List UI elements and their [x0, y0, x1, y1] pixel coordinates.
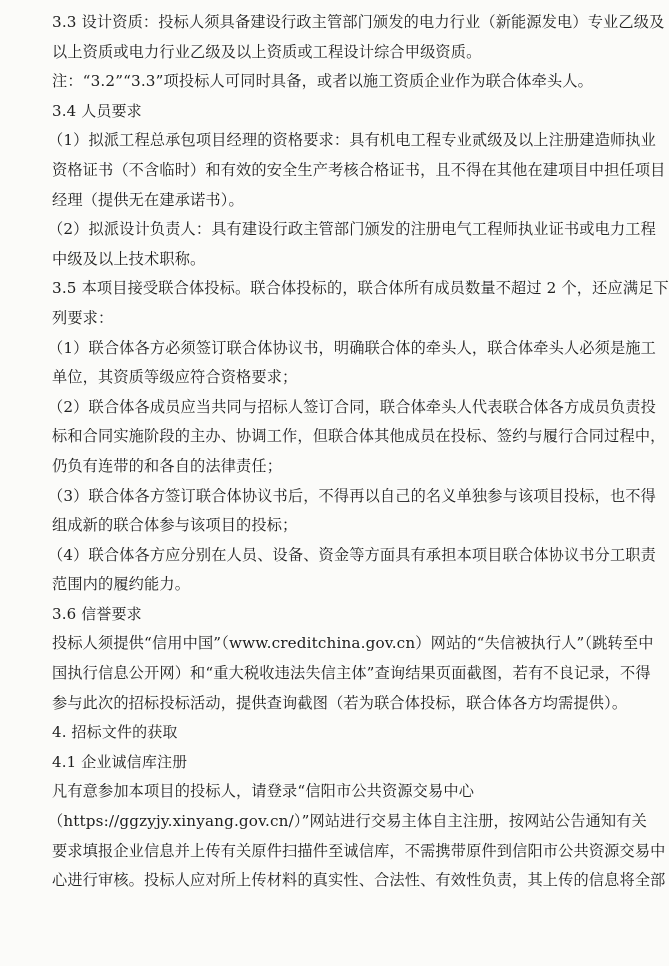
text-line: 参与此次的招标投标活动，提供查询截图（若为联合体投标，联合体各方均需提供）。 [52, 693, 628, 712]
section-heading: 4.1 企业诚信库注册 [52, 752, 188, 771]
text-line: 要求填报企业信息并上传有关原件扫描件至诚信库，不需携带原件到信阳市公共资源交易中 [52, 841, 666, 860]
text-line: （https://ggzyjy.xinyang.gov.cn/）”网站进行交易主体自主注册，按网站公告通知有关 [48, 812, 647, 831]
text-line: 列要求： [52, 308, 114, 327]
text-line: 标和合同实施阶段的主办、协调工作，但联合体其他成员在投标、签约与履行合同过程中， [52, 427, 666, 446]
text-line: 组成新的联合体参与该项目的投标； [52, 516, 298, 535]
text-line: 单位，其资质等级应符合资格要求； [52, 368, 298, 387]
text-line: （2）联合体各成员应当共同与招标人签订合同，联合体牵头人代表联合体各方成员负责投 [48, 397, 656, 416]
text-line: 3.3 设计资质：投标人须具备建设行政主管部门颁发的电力行业（新能源发电）专业乙级及 [52, 13, 665, 31]
text-line: 投标人须提供“信用中国”（www.creditchina.gov.cn）网站的“失信被执行人”（跳转至中 [52, 634, 654, 653]
text-line: 经理（提供无在建承诺书）。 [52, 190, 244, 209]
text-line: 3.5 本项目接受联合体投标。联合体投标的，联合体所有成员数量不超过 2 个，还应满足下 [52, 279, 669, 298]
section-heading: 3.6 信誉要求 [52, 604, 142, 623]
text-line: （2）拟派设计负责人：具有建设行政主管部门颁发的注册电气工程师执业证书或电力工程 [48, 220, 656, 239]
note-line: 注：“3.2”“3.3”项投标人可同时具备，或者以施工资质企业作为联合体牵头人。 [52, 72, 593, 91]
text-line: 中级及以上技术职称。 [52, 249, 206, 268]
section-heading: 3.4 人员要求 [52, 101, 142, 120]
section-heading: 4. 招标文件的获取 [52, 723, 178, 742]
text-line: 心进行审核。投标人应对所上传材料的真实性、合法性、有效性负责，其上传的信息将全部 [52, 871, 666, 890]
text-line: 资格证书（不含临时）和有效的安全生产考核合格证书，且不得在其他在建项目中担任项目 [52, 160, 666, 179]
text-line: 以上资质或电力行业乙级及以上资质或工程设计综合甲级资质。 [52, 42, 482, 61]
text-line: （4）联合体各方应分别在人员、设备、资金等方面具有承担本项目联合体协议书分工职责 [48, 545, 656, 564]
text-line: 国执行信息公开网）和“重大税收违法失信主体”查询结果页面截图，若有不良记录，不得 [52, 664, 651, 683]
text-line: （1）联合体各方必须签订联合体协议书，明确联合体的牵头人，联合体牵头人必须是施工 [48, 338, 656, 357]
text-line: 凡有意参加本项目的投标人，请登录“信阳市公共资源交易中心 [52, 782, 475, 801]
text-line: （3）联合体各方签订联合体协议书后，不得再以自己的名义单独参与该项目投标，也不得 [48, 486, 656, 505]
text-line: （1）拟派工程总承包项目经理的资格要求：具有机电工程专业贰级及以上注册建造师执业 [48, 131, 656, 150]
text-line: 仍负有连带的和各自的法律责任； [52, 456, 283, 475]
text-line: 范围内的履约能力。 [52, 575, 191, 594]
